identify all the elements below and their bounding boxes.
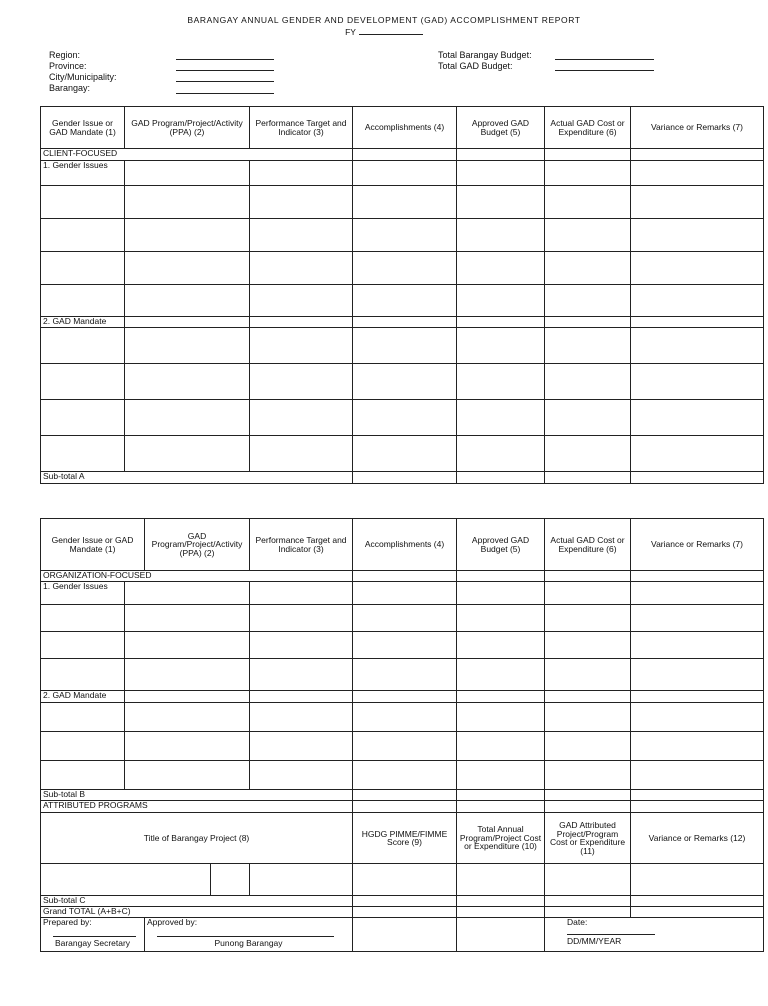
group-label: 1. Gender Issues [41, 582, 125, 605]
prepared-by-label: Prepared by: [43, 917, 92, 927]
section-label: ORGANIZATION-FOCUSED [41, 571, 353, 582]
table-row [41, 186, 764, 219]
table-cell[interactable] [457, 605, 545, 632]
table-cell[interactable] [631, 582, 764, 605]
col-header: Total Annual Program/Project Cost or Expenditure (10) [457, 813, 545, 864]
table-cell[interactable] [353, 582, 457, 605]
table-cell[interactable] [125, 161, 250, 186]
city-label: City/Municipality: [49, 72, 117, 82]
table-cell[interactable] [250, 252, 353, 285]
table-cell[interactable] [631, 703, 764, 732]
table-cell[interactable] [545, 149, 631, 161]
table-cell[interactable] [211, 864, 250, 896]
gad-budget-label: Total GAD Budget: [438, 61, 513, 71]
table-cell[interactable] [41, 436, 125, 472]
table-cell[interactable] [41, 186, 125, 219]
col-header: GAD Program/Project/Activity (PPA) (2) [145, 519, 250, 571]
col-header: Approved GAD Budget (5) [457, 519, 545, 571]
table-cell[interactable] [457, 400, 545, 436]
table-cell[interactable] [545, 186, 631, 219]
table-cell[interactable] [457, 790, 545, 801]
table-cell[interactable] [457, 472, 545, 484]
table-cell[interactable] [250, 161, 353, 186]
table-cell[interactable] [457, 703, 545, 732]
table-cell[interactable] [631, 790, 764, 801]
barangay-label: Barangay: [49, 83, 91, 93]
table-cell[interactable] [125, 317, 250, 328]
table-cell[interactable] [545, 907, 631, 918]
group-label: 2. GAD Mandate [41, 317, 125, 328]
table-cell[interactable] [125, 219, 250, 252]
col-header: Variance or Remarks (12) [631, 813, 764, 864]
prepared-by-block[interactable] [41, 918, 145, 952]
table-cell[interactable] [631, 400, 764, 436]
table-cell[interactable] [353, 400, 457, 436]
table-cell[interactable] [353, 632, 457, 659]
table-cell[interactable] [631, 907, 764, 918]
table-cell[interactable] [41, 328, 125, 364]
table-cell[interactable] [250, 864, 353, 896]
table-cell[interactable] [457, 149, 545, 161]
table-cell[interactable] [457, 252, 545, 285]
prepared-signature-line[interactable] [53, 936, 136, 937]
table-cell[interactable] [545, 691, 631, 703]
date-label: Date: [567, 917, 588, 927]
table-cell[interactable] [125, 605, 250, 632]
table-cell[interactable] [457, 907, 545, 918]
table-row [41, 252, 764, 285]
table-cell[interactable] [353, 472, 457, 484]
table-cell[interactable] [631, 732, 764, 761]
table-cell[interactable] [250, 632, 353, 659]
table-row [41, 328, 764, 364]
col-header: Actual GAD Cost or Expenditure (6) [545, 519, 631, 571]
table-cell[interactable] [545, 436, 631, 472]
approved-signature-line[interactable] [157, 936, 334, 937]
table-cell[interactable] [353, 703, 457, 732]
client-focused-table [40, 106, 764, 484]
table-row [41, 161, 764, 186]
group-label: 2. GAD Mandate [41, 691, 125, 703]
table-cell[interactable] [457, 219, 545, 252]
table-cell[interactable] [125, 659, 250, 691]
table-cell[interactable] [353, 317, 457, 328]
table-row [41, 761, 764, 790]
fy-input-line[interactable] [359, 34, 423, 35]
table-cell[interactable] [125, 328, 250, 364]
table-cell[interactable] [631, 186, 764, 219]
grand-total-label: Grand TOTAL (A+B+C) [41, 907, 353, 918]
table-cell[interactable] [41, 285, 125, 317]
table-cell[interactable] [545, 659, 631, 691]
table-row [41, 864, 764, 896]
table-cell[interactable] [353, 761, 457, 790]
table-cell[interactable] [631, 864, 764, 896]
gad-budget-input-line[interactable] [555, 70, 654, 71]
table-cell[interactable] [631, 252, 764, 285]
table-cell[interactable] [457, 285, 545, 317]
table-cell[interactable] [250, 761, 353, 790]
signature-row [41, 918, 764, 952]
table-cell[interactable] [353, 328, 457, 364]
table-cell[interactable] [41, 400, 125, 436]
table-cell[interactable] [41, 732, 125, 761]
col-header: Performance Target and Indicator (3) [250, 107, 353, 149]
table-cell[interactable] [457, 364, 545, 400]
province-input-line[interactable] [176, 70, 274, 71]
subtotal-b-label: Sub-total B [41, 790, 353, 801]
fy-label: FY [345, 27, 356, 37]
table-cell[interactable] [250, 328, 353, 364]
approved-by-block[interactable] [145, 918, 353, 952]
table-cell[interactable] [545, 582, 631, 605]
col-header: Approved GAD Budget (5) [457, 107, 545, 149]
table-cell[interactable] [41, 364, 125, 400]
table-cell[interactable] [125, 285, 250, 317]
table-cell[interactable] [41, 605, 125, 632]
table-row [41, 632, 764, 659]
table-cell[interactable] [631, 219, 764, 252]
table-cell[interactable] [41, 703, 125, 732]
approved-role: Punong Barangay [214, 937, 283, 948]
table-cell[interactable] [125, 364, 250, 400]
table-cell[interactable] [457, 896, 545, 907]
col-header: Title of Barangay Project (8) [41, 813, 353, 864]
table-cell[interactable] [353, 605, 457, 632]
table-cell[interactable] [353, 801, 457, 813]
col-header: GAD Attributed Project/Program Cost or Expenditure (11) [545, 813, 631, 864]
table-cell[interactable] [545, 219, 631, 252]
table-cell[interactable] [353, 161, 457, 186]
subtotal-row [41, 896, 764, 907]
report-title: BARANGAY ANNUAL GENDER AND DEVELOPMENT (GAD) ACCOMPLISHMENT REPORT [187, 15, 581, 25]
table-cell[interactable] [353, 864, 457, 896]
table-cell[interactable] [125, 582, 250, 605]
col-header: Actual GAD Cost or Expenditure (6) [545, 107, 631, 149]
table-cell[interactable] [631, 472, 764, 484]
table-cell[interactable] [250, 659, 353, 691]
table-cell[interactable] [353, 252, 457, 285]
table-cell[interactable] [631, 285, 764, 317]
subtotal-row [41, 790, 764, 801]
table-cell[interactable] [125, 252, 250, 285]
table-row [41, 317, 764, 328]
table-cell[interactable] [457, 317, 545, 328]
section-row [41, 149, 764, 161]
total-budget-input-line[interactable] [555, 59, 654, 60]
col-header: Accomplishments (4) [353, 519, 457, 571]
table-cell[interactable] [545, 252, 631, 285]
col-header: Accomplishments (4) [353, 107, 457, 149]
table-cell[interactable] [631, 436, 764, 472]
table-cell[interactable] [353, 896, 457, 907]
table-cell[interactable] [353, 364, 457, 400]
subtotal-c-label: Sub-total C [41, 896, 353, 907]
table-cell[interactable] [457, 691, 545, 703]
table-row [41, 691, 764, 703]
table-cell[interactable] [545, 317, 631, 328]
total-budget-label: Total Barangay Budget: [438, 50, 532, 60]
table-cell[interactable] [250, 732, 353, 761]
table-cell[interactable] [125, 400, 250, 436]
table-row [41, 400, 764, 436]
table-cell[interactable] [545, 285, 631, 317]
prepared-role: Barangay Secretary [54, 937, 131, 948]
col-header: GAD Program/Project/Activity (PPA) (2) [125, 107, 250, 149]
city-input-line[interactable] [176, 81, 274, 82]
table-cell[interactable] [631, 328, 764, 364]
table-cell[interactable] [545, 896, 631, 907]
table-cell[interactable] [353, 571, 457, 582]
table-row [41, 285, 764, 317]
grand-total-row [41, 907, 764, 918]
table-cell[interactable] [545, 732, 631, 761]
date-input-line[interactable] [567, 934, 655, 935]
table-cell[interactable] [353, 918, 457, 952]
table-cell[interactable] [457, 436, 545, 472]
table-cell[interactable] [457, 632, 545, 659]
table-row [41, 703, 764, 732]
table-cell[interactable] [545, 703, 631, 732]
table-cell[interactable] [353, 285, 457, 317]
table-cell[interactable] [125, 691, 250, 703]
table-cell[interactable] [250, 605, 353, 632]
table-cell[interactable] [250, 219, 353, 252]
table-header-row [41, 519, 764, 571]
table-cell[interactable] [125, 436, 250, 472]
section-label: CLIENT-FOCUSED [41, 149, 353, 161]
table-cell[interactable] [353, 790, 457, 801]
table-cell[interactable] [631, 761, 764, 790]
table-cell[interactable] [545, 364, 631, 400]
table-cell[interactable] [353, 436, 457, 472]
table-cell[interactable] [125, 732, 250, 761]
table-cell[interactable] [250, 436, 353, 472]
table-cell[interactable] [545, 761, 631, 790]
table-cell[interactable] [250, 285, 353, 317]
table-cell[interactable] [545, 571, 631, 582]
table-cell[interactable] [457, 864, 545, 896]
table-cell[interactable] [545, 605, 631, 632]
table-row [41, 605, 764, 632]
table-cell[interactable] [631, 605, 764, 632]
table-cell[interactable] [457, 732, 545, 761]
attributed-section-label: ATTRIBUTED PROGRAMS [41, 801, 353, 813]
table-row [41, 436, 764, 472]
table-cell[interactable] [353, 219, 457, 252]
col-header: Performance Target and Indicator (3) [250, 519, 353, 571]
table-cell[interactable] [125, 186, 250, 219]
table-cell[interactable] [41, 632, 125, 659]
table-cell[interactable] [41, 864, 211, 896]
table-cell[interactable] [631, 896, 764, 907]
table-cell[interactable] [353, 691, 457, 703]
table-cell[interactable] [250, 691, 353, 703]
section-row [41, 571, 764, 582]
table-cell[interactable] [457, 161, 545, 186]
table-cell[interactable] [125, 703, 250, 732]
table-cell[interactable] [545, 864, 631, 896]
subtotal-a-label: Sub-total A [41, 472, 353, 484]
table-cell[interactable] [545, 632, 631, 659]
date-block[interactable] [545, 918, 764, 952]
organization-focused-table [40, 518, 764, 952]
table-cell[interactable] [631, 632, 764, 659]
table-cell[interactable] [41, 252, 125, 285]
date-format: DD/MM/YEAR [567, 935, 622, 946]
col-header: Gender Issue or GAD Mandate (1) [41, 519, 145, 571]
approved-by-label: Approved by: [147, 917, 198, 927]
table-cell[interactable] [545, 328, 631, 364]
table-row [41, 659, 764, 691]
table-cell[interactable] [41, 761, 125, 790]
table-cell[interactable] [631, 801, 764, 813]
col-header: Gender Issue or GAD Mandate (1) [41, 107, 125, 149]
table-row [41, 364, 764, 400]
table-row [41, 582, 764, 605]
table-cell[interactable] [457, 918, 545, 952]
table-cell[interactable] [631, 364, 764, 400]
table-row [41, 732, 764, 761]
barangay-input-line[interactable] [176, 93, 274, 94]
table-header-row [41, 813, 764, 864]
table-cell[interactable] [457, 659, 545, 691]
table-cell[interactable] [250, 582, 353, 605]
table-cell[interactable] [41, 659, 125, 691]
table-cell[interactable] [353, 907, 457, 918]
table-cell[interactable] [353, 732, 457, 761]
table-cell[interactable] [250, 317, 353, 328]
table-cell[interactable] [353, 186, 457, 219]
table-cell[interactable] [41, 219, 125, 252]
table-cell[interactable] [125, 632, 250, 659]
subtotal-row [41, 472, 764, 484]
table-cell[interactable] [631, 161, 764, 186]
table-cell[interactable] [250, 703, 353, 732]
table-cell[interactable] [457, 186, 545, 219]
col-header: HGDG PIMME/FIMME Score (9) [353, 813, 457, 864]
table-cell[interactable] [631, 149, 764, 161]
table-cell[interactable] [457, 571, 545, 582]
region-input-line[interactable] [176, 59, 274, 60]
table-cell[interactable] [545, 790, 631, 801]
table-cell[interactable] [545, 400, 631, 436]
fiscal-year [0, 27, 768, 37]
table-cell[interactable] [250, 364, 353, 400]
table-row [41, 219, 764, 252]
table-cell[interactable] [457, 761, 545, 790]
group-label: 1. Gender Issues [41, 161, 125, 186]
region-label: Region: [49, 50, 81, 60]
table-cell[interactable] [250, 186, 353, 219]
table-cell[interactable] [457, 582, 545, 605]
table-cell[interactable] [250, 400, 353, 436]
table-cell[interactable] [631, 659, 764, 691]
col-header: Variance or Remarks (7) [631, 107, 764, 149]
table-cell[interactable] [545, 161, 631, 186]
table-cell[interactable] [457, 328, 545, 364]
table-header-row [41, 107, 764, 149]
province-label: Province: [49, 61, 87, 71]
table-cell[interactable] [353, 659, 457, 691]
section-row [41, 801, 764, 813]
table-cell[interactable] [545, 801, 631, 813]
table-cell[interactable] [631, 691, 764, 703]
table-cell[interactable] [631, 571, 764, 582]
table-cell[interactable] [353, 149, 457, 161]
table-cell[interactable] [631, 317, 764, 328]
table-cell[interactable] [125, 761, 250, 790]
table-cell[interactable] [457, 801, 545, 813]
table-cell[interactable] [545, 472, 631, 484]
col-header: Variance or Remarks (7) [631, 519, 764, 571]
